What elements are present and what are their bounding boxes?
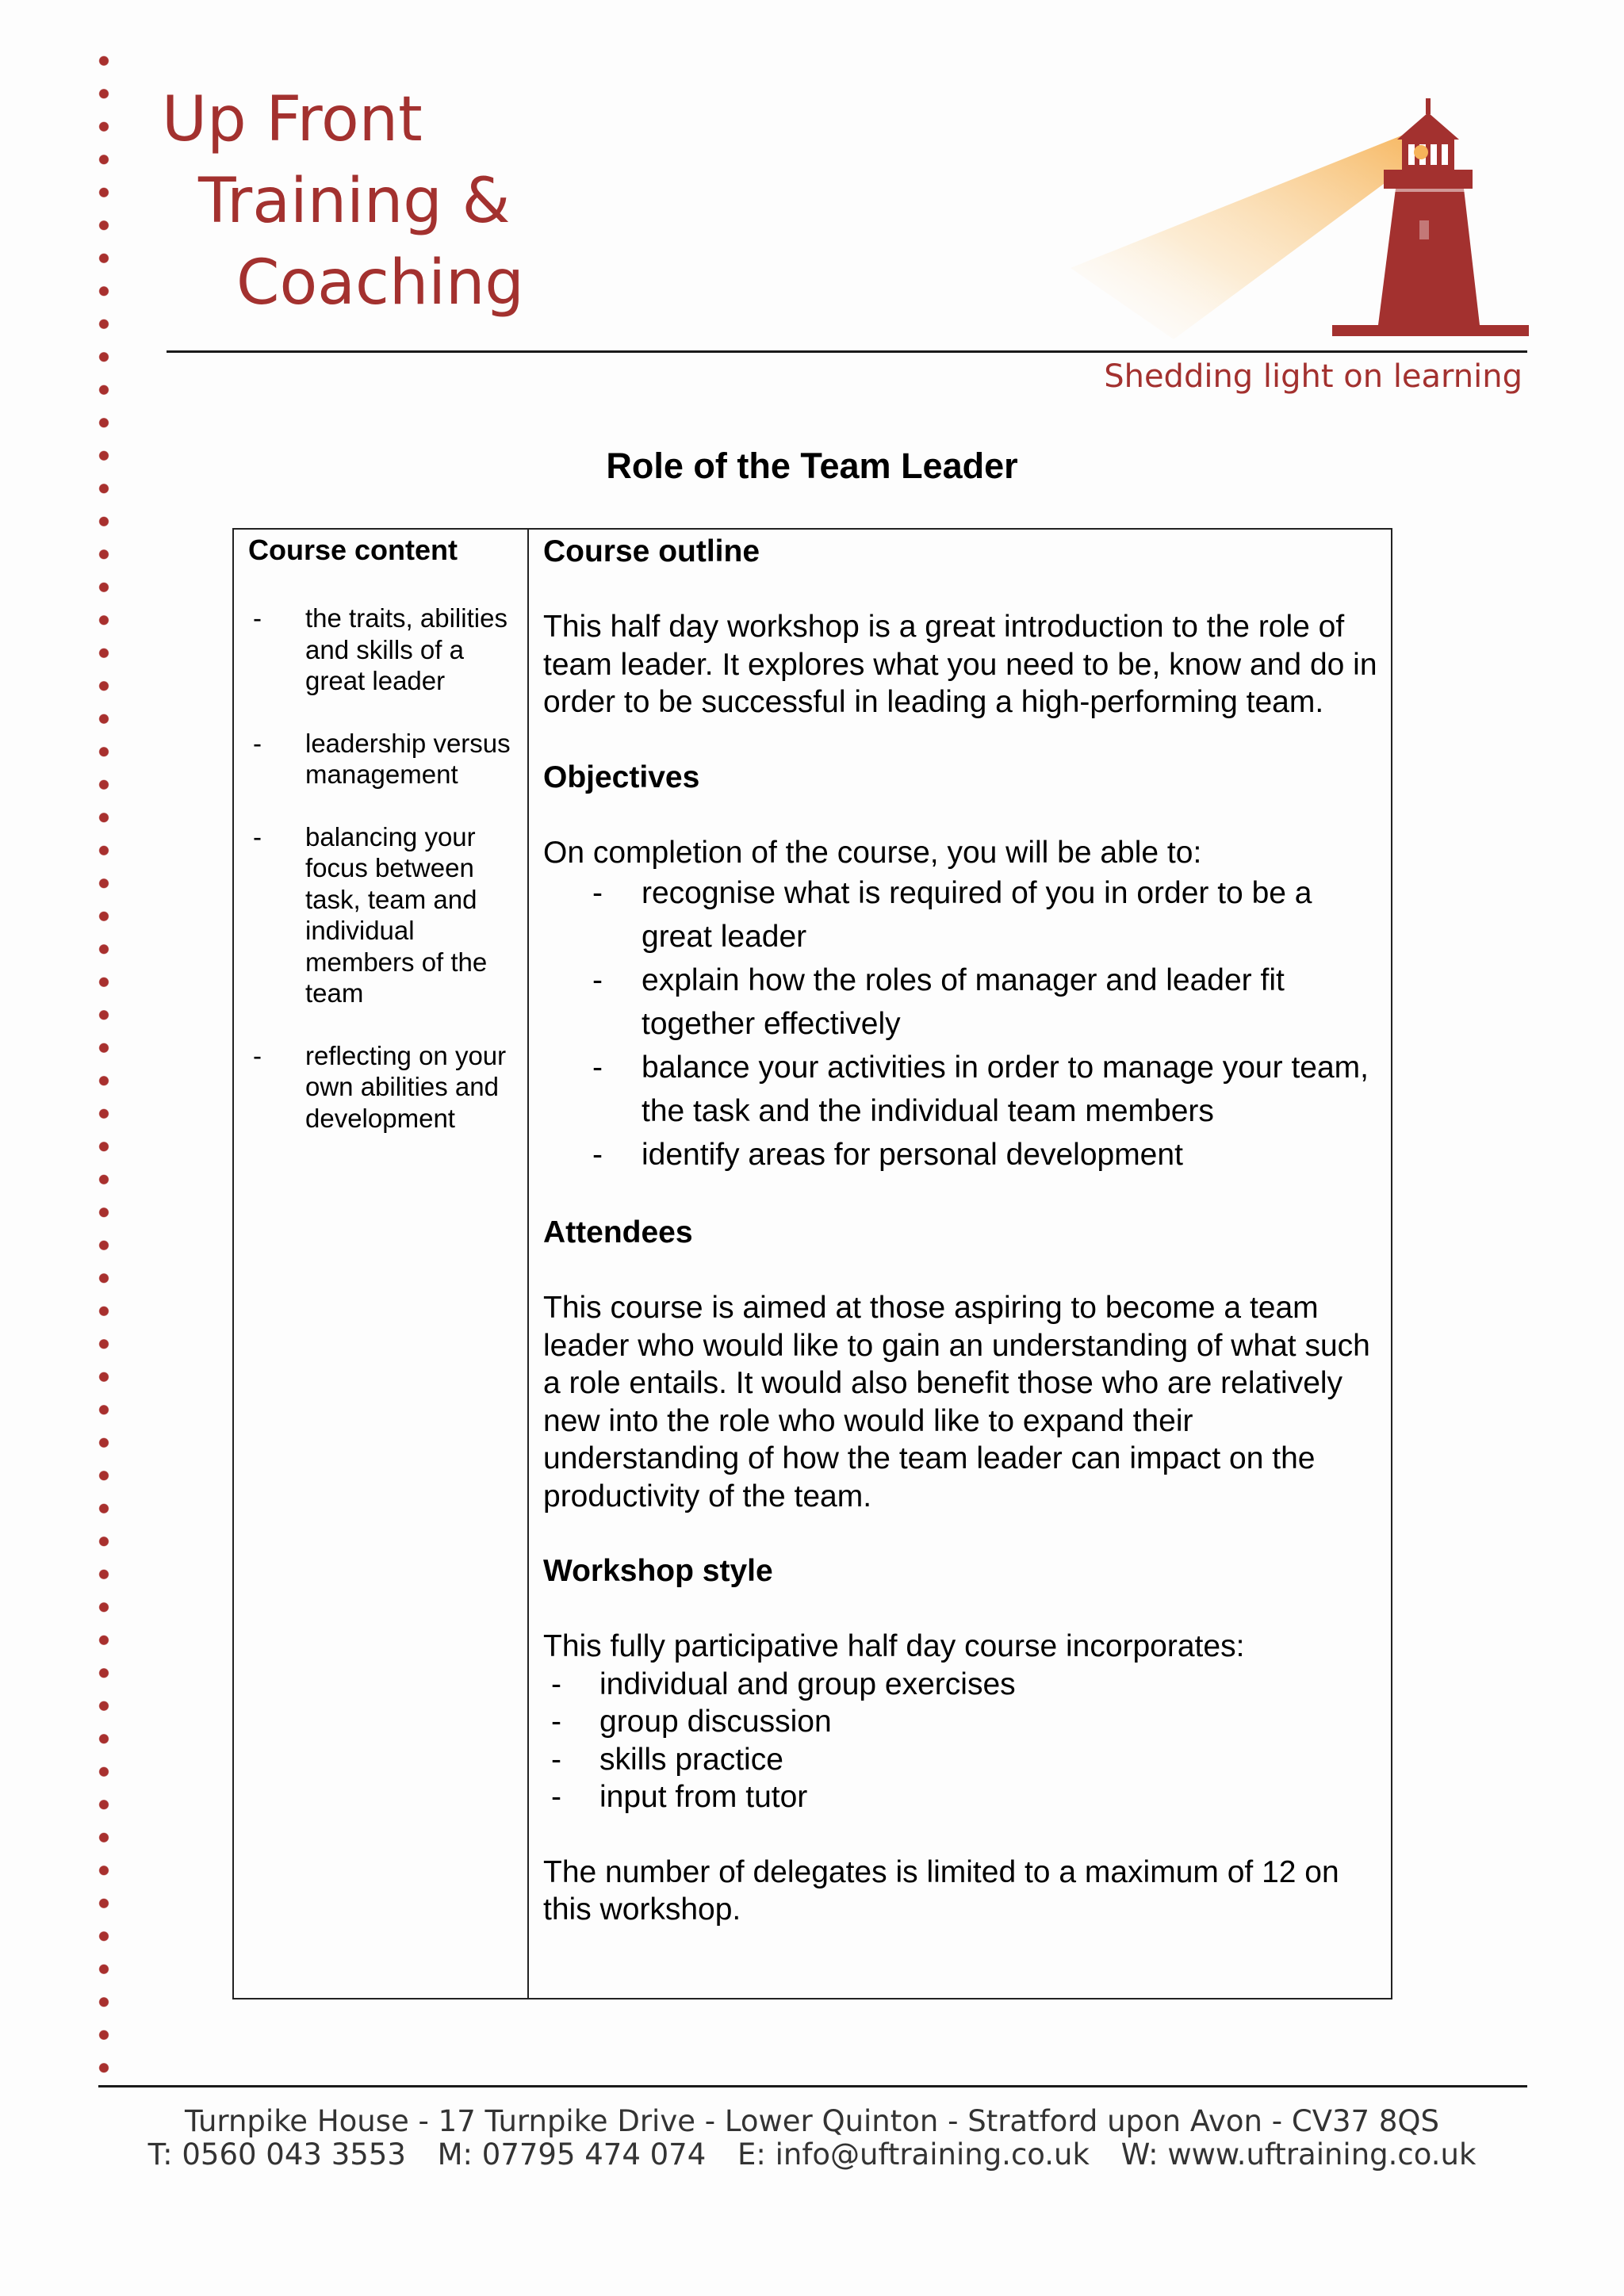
list-item-text: individual and group exercises: [599, 1667, 1016, 1701]
footer-address: Turnpike House - 17 Turnpike Drive - Lower Quinton - Stratford upon Avon - CV37 8QS: [184, 2104, 1440, 2138]
company-logo-text: [162, 79, 524, 324]
attendees-text: This course is aimed at those aspiring to become a team leader who would like to gain an understanding of what such a role entails. It would also benefit those who are relatively new into the role who would like to expand their understanding of how the team leader can impact on the productivity of the team.: [543, 1291, 1370, 1513]
list-item: [543, 1666, 1391, 1704]
header-divider: [167, 350, 1527, 353]
dash-bullet: -: [551, 1705, 561, 1739]
page-title: Role of the Team Leader: [606, 446, 1018, 486]
logo-line-1: Up Front: [162, 84, 423, 155]
dash-bullet: -: [551, 1742, 561, 1777]
dash-bullet: -: [551, 1667, 561, 1701]
list-item-text: leadership versus management: [305, 728, 511, 789]
workshop-intro: This fully participative half day course incorporates:: [543, 1629, 1245, 1663]
list-item-text: skills practice: [599, 1742, 783, 1777]
dash-bullet: -: [253, 728, 262, 758]
list-item: [543, 1778, 1391, 1816]
list-item: [543, 1133, 1391, 1177]
list-item-text: balance your activities in order to manage your team, the task and the individual team members: [642, 1050, 1369, 1128]
list-item: [248, 821, 527, 1009]
list-item-text: input from tutor: [599, 1780, 808, 1814]
footer-website[interactable]: W: www.uftraining.co.uk: [1120, 2137, 1477, 2172]
list-item: [543, 1046, 1391, 1133]
footer-divider: [98, 2085, 1527, 2087]
attendees-heading: Attendees: [543, 1215, 693, 1249]
footer-email[interactable]: E: info@uftraining.co.uk: [737, 2137, 1090, 2172]
footer-phone: T: 0560 043 3553: [147, 2137, 406, 2172]
dash-bullet: -: [592, 1050, 603, 1085]
dash-bullet: -: [592, 876, 603, 910]
logo-line-3: Coaching: [236, 247, 524, 319]
list-item: [543, 871, 1391, 959]
dash-bullet: -: [592, 1138, 603, 1172]
footer-contacts: [0, 2137, 1624, 2172]
objectives-list: [543, 871, 1391, 1177]
workshop-style-heading: Workshop style: [543, 1554, 773, 1588]
decorative-dotted-border: [98, 44, 109, 2082]
list-item-text: the traits, abilities and skills of a great leader: [305, 603, 508, 695]
footer-mobile: M: 07795 474 074: [437, 2137, 707, 2172]
objectives-heading: Objectives: [543, 760, 700, 794]
list-item: [248, 603, 527, 697]
list-item: [543, 959, 1391, 1046]
course-content-column: [234, 530, 529, 1998]
logo-line-2: Training &: [198, 166, 511, 237]
list-item: [543, 1741, 1391, 1779]
course-outline-heading: Course outline: [543, 534, 760, 568]
list-item: [248, 1040, 527, 1135]
dash-bullet: -: [253, 821, 262, 851]
list-item-text: recognise what is required of you in order to be a great leader: [642, 876, 1312, 954]
list-item-text: explain how the roles of manager and leader fit together effectively: [642, 963, 1285, 1041]
lighthouse-icon: [1055, 70, 1530, 339]
course-outline-column: [529, 530, 1391, 1998]
objectives-intro: On completion of the course, you will be able to:: [543, 835, 1202, 870]
tagline: Shedding light on learning: [1104, 358, 1522, 395]
list-item-text: balancing your focus between task, team and individual members of the team: [305, 821, 488, 1008]
list-item-text: reflecting on your own abilities and development: [305, 1040, 507, 1133]
list-item: [543, 1703, 1391, 1741]
course-content-heading: Course content: [248, 534, 458, 566]
dash-bullet: -: [551, 1780, 561, 1814]
list-item-text: identify areas for personal development: [642, 1138, 1183, 1172]
course-table: [232, 528, 1392, 1999]
outline-intro: This half day workshop is a great introduction to the role of team leader. It explores what you need to be, know and do in order to be successful in leading a high-performing team.: [543, 610, 1377, 719]
dash-bullet: -: [253, 1040, 262, 1070]
delegates-note: The number of delegates is limited to a maximum of 12 on this workshop.: [543, 1854, 1339, 1927]
dash-bullet: -: [592, 963, 603, 997]
workshop-list: [543, 1666, 1391, 1816]
list-item-text: group discussion: [599, 1705, 832, 1739]
list-item: [248, 728, 527, 790]
dash-bullet: -: [253, 603, 262, 633]
course-content-list: [248, 603, 527, 1134]
